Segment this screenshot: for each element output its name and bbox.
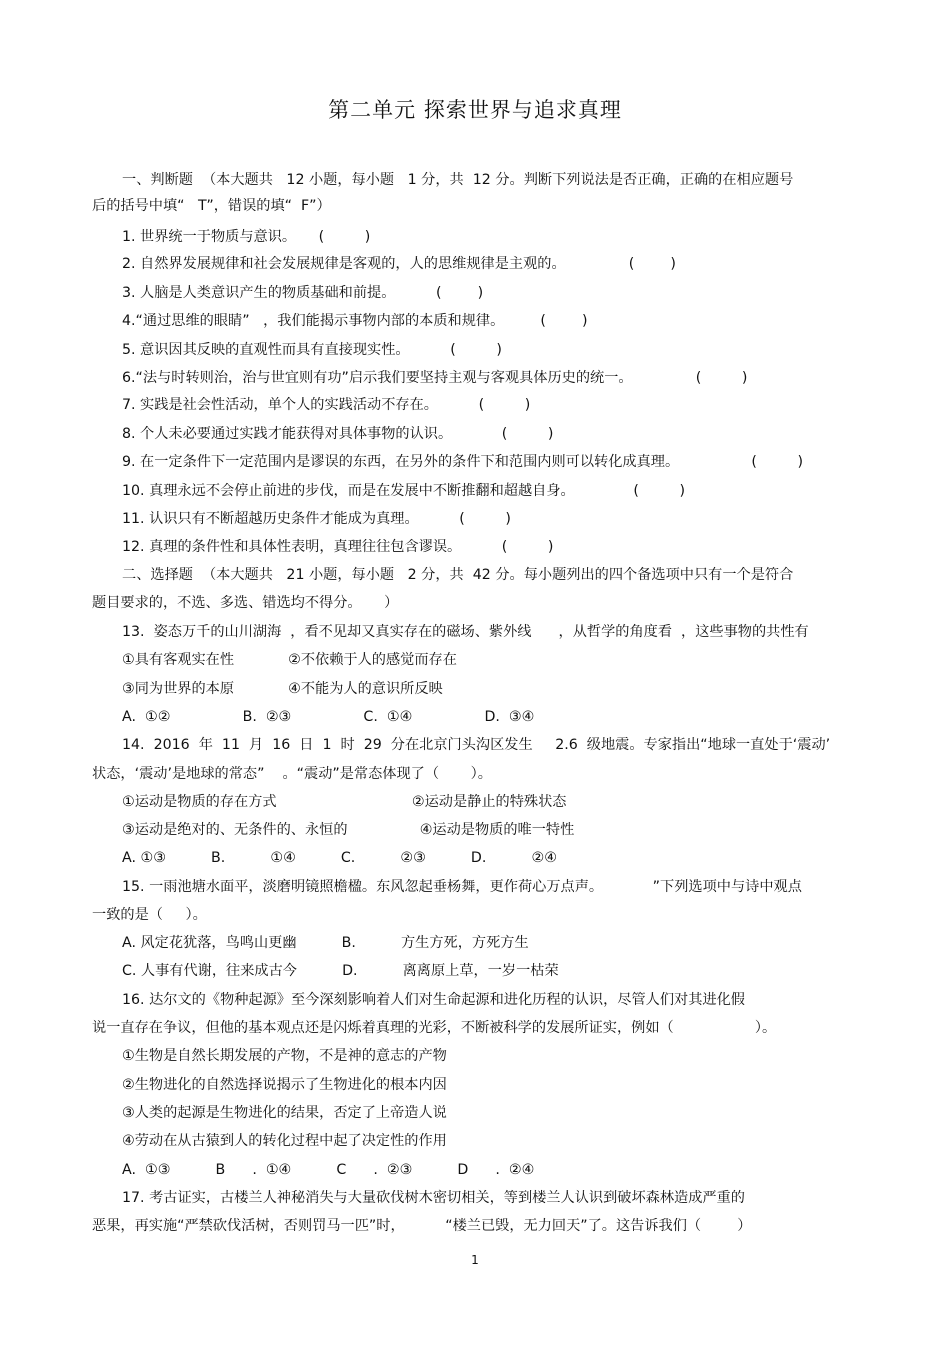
question-14: 14. 2016 年 11 月 16 日 1 时 29 分在北京门头沟区发生 2.6 级地震。专家指出“地球一直处于‘震动’ (122, 737, 831, 753)
question-15-options-b: C. 人事有代谢，往来成古今 D. 离离原上草，一岁一枯荣 (122, 963, 559, 979)
section-1-heading: 一、判断题 （本大题共 12 小题，每小题 1 分，共 12 分。判断下列说法是否正确，正确的在相应题号 (122, 172, 794, 188)
question-16-options: A. ①③ B . ①④ C . ②③ D . ②④ (122, 1162, 535, 1178)
section-2-heading-cont: 题目要求的，不选、多选、错选均不得分。 ） (92, 595, 399, 611)
question-13-statements-b: ③同为世界的本原 ④不能为人的意识所反映 (122, 681, 443, 697)
question-1: 1. 世界统一于物质与意识。 ( ) (122, 229, 371, 245)
question-12: 12. 真理的条件性和具体性表明，真理往往包含谬误。 ( ) (122, 539, 554, 555)
question-15: 15. 一雨池塘水面平，淡磨明镜照檐楹。东风忽起垂杨舞，更作荷心万点声。 ”下列选项中与诗中观点 (122, 879, 802, 895)
question-7: 7. 实践是社会性活动，单个人的实践活动不存在。 ( ) (122, 397, 531, 413)
question-16-statement-4: ④劳动在从古猿到人的转化过程中起了决定性的作用 (122, 1133, 447, 1149)
question-5: 5. 意识因其反映的直观性而具有直接现实性。 ( ) (122, 342, 502, 358)
question-14-statements-b: ③运动是绝对的、无条件的、永恒的 ④运动是物质的唯一特性 (122, 822, 575, 838)
question-4: 4.“通过思维的眼睛” ，我们能揭示事物内部的本质和规律。 ( ) (122, 313, 588, 329)
question-17-cont: 恶果，再实施“严禁砍伐活树，否则罚马一匹”时， “楼兰已毁，无力回天”了。这告诉我们（ ） (92, 1218, 752, 1234)
page-number: 1 (471, 1253, 479, 1267)
section-1-heading-cont: 后的括号中填“ T”，错误的填“ F”） (92, 198, 331, 214)
question-15-cont: 一致的是（ ）。 (92, 907, 207, 923)
question-9: 9. 在一定条件下一定范围内是谬误的东西，在另外的条件下和范围内则可以转化成真理。 ( ) (122, 454, 803, 470)
question-13-statements-a: ①具有客观实在性 ②不依赖于人的感觉而存在 (122, 652, 457, 668)
question-14-cont: 状态，‘震动’是地球的常态” 。“震动”是常态体现了（ ）。 (92, 766, 492, 782)
question-8: 8. 个人未必要通过实践才能获得对具体事物的认识。 ( ) (122, 426, 554, 442)
question-14-statements-a: ①运动是物质的存在方式 ②运动是静止的特殊状态 (122, 794, 567, 810)
page-title: 第二单元 探索世界与追求真理 (328, 98, 622, 122)
question-16: 16. 达尔文的《物种起源》至今深刻影响着人们对生命起源和进化历程的认识，尽管人们对其进化假 (122, 992, 745, 1008)
question-17: 17. 考古证实，古楼兰人神秘消失与大量砍伐树木密切相关，等到楼兰人认识到破坏森林造成严重的 (122, 1190, 745, 1206)
question-2: 2. 自然界发展规律和社会发展规律是客观的，人的思维规律是主观的。 ( ) (122, 256, 676, 272)
question-16-cont: 说一直存在争议，但他的基本观点还是闪烁着真理的光彩，不断被科学的发展所证实，例如（ ）。 (92, 1020, 777, 1036)
question-3: 3. 人脑是人类意识产生的物质基础和前提。 ( ) (122, 285, 484, 301)
question-13: 13. 姿态万千的山川湖海 ，看不见却又真实存在的磁场、紫外线 ，从哲学的角度看 ，这些事物的共性有 (122, 624, 809, 640)
question-16-statement-3: ③人类的起源是生物进化的结果，否定了上帝造人说 (122, 1105, 447, 1121)
question-13-options: A. ①② B. ②③ C. ①④ D. ③④ (122, 709, 535, 725)
question-10: 10. 真理永远不会停止前进的步伐，而是在发展中不断推翻和超越自身。 ( ) (122, 483, 685, 499)
section-2-heading: 二、选择题 （本大题共 21 小题，每小题 2 分，共 42 分。每小题列出的四个备选项中只有一个是符合 (122, 567, 794, 583)
question-15-options-a: A. 风定花犹落，鸟鸣山更幽 B. 方生方死，方死方生 (122, 935, 529, 951)
question-16-statement-1: ①生物是自然长期发展的产物，不是神的意志的产物 (122, 1048, 447, 1064)
question-14-options: A. ①③ B. ①④ C. ②③ D. ②④ (122, 850, 557, 866)
question-11: 11. 认识只有不断超越历史条件才能成为真理。 ( ) (122, 511, 511, 527)
question-16-statement-2: ②生物进化的自然选择说揭示了生物进化的根本内因 (122, 1077, 447, 1093)
question-6: 6.“法与时转则治，治与世宜则有功”启示我们要坚持主观与客观具体历史的统一。 ( ) (122, 370, 748, 386)
